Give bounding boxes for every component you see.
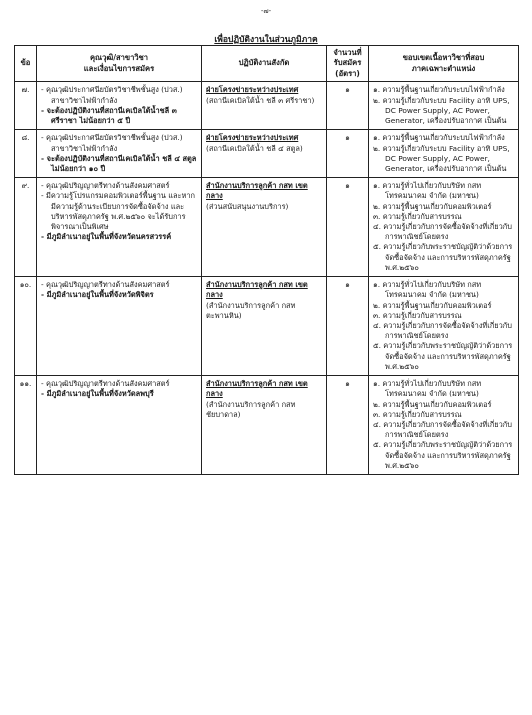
row-number: ๑๑. [15, 376, 37, 475]
exam-topic: ๑. ความรู้ทั่วไปเกี่ยวกับบริษัท กสท โทรคมนาคม จำกัด (มหาชน) [373, 181, 482, 201]
exam-topic: ๔. ความรู้เกี่ยวกับการจัดซื้อจัดจ้างที่เกี่ยวกับการพาณิชย์โดยตรง [373, 321, 512, 341]
unit-location: (สถานีเคเบิลใต้น้ำ ชลี ๔ สตูล) [206, 143, 303, 153]
row-number: ๘. [15, 130, 37, 178]
qualification-line: - คุณวุฒิปริญญาตรีทางด้านสังคมศาสตร์ [41, 280, 170, 290]
header-exam-scope-text: ขอบเขตเนื้อหาวิชาที่สอบ ภาคเฉพาะตำแหน่ง [402, 53, 485, 73]
position-count: ๑ [327, 130, 369, 178]
table-row [15, 277, 519, 376]
section-title: เพื่อปฏิบัติงานในส่วนภูมิภาค [214, 35, 318, 45]
table-header [15, 46, 519, 82]
table-row [15, 82, 519, 130]
qualification-line: - คุณวุฒิประกาศนียบัตรวิชาชีพชั้นสูง (ปวส.) สาขาวิชาไฟฟ้ากำลัง [41, 133, 183, 153]
qualification-line: - คุณวุฒิปริญญาตรีทางด้านสังคมศาสตร์ [41, 181, 170, 191]
unit-name: สำนักงานบริการลูกค้า กสท เขตกลาง [206, 280, 308, 300]
unit-name: ฝ่ายโครงข่ายระหว่างประเทศ [206, 85, 299, 95]
qualification-cell [37, 376, 202, 475]
unit-name: สำนักงานบริการลูกค้า กสท เขตกลาง [206, 379, 308, 399]
exam-topic: ๕. ความรู้เกี่ยวกับพระราชบัญญัติว่าด้วยการจัดซื้อจัดจ้าง และการบริหารพัสดุภาครัฐ พ.ศ.๒๕๖๐ [373, 341, 513, 371]
unit-location: (ส่วนสนับสนุนงานบริการ) [206, 201, 289, 211]
qualification-cell [37, 130, 202, 178]
header-row [15, 46, 519, 82]
condition-line: - จะต้องปฏิบัติงานที่สถานีเคเบิลใต้น้ำ ชลี ๔ สตูล ไม่น้อยกว่า ๑๐ ปี [41, 153, 197, 173]
qualification-line: - คุณวุฒิประกาศนียบัตรวิชาชีพชั้นสูง (ปวส.) สาขาวิชาไฟฟ้ากำลัง [41, 85, 183, 105]
exam-topic: ๑. ความรู้พื้นฐานเกี่ยวกับระบบไฟฟ้ากำลัง [373, 133, 505, 143]
exam-topic: ๒. ความรู้พื้นฐานเกี่ยวกับคอมพิวเตอร์ [373, 399, 492, 409]
unit-cell [202, 130, 327, 178]
exam-topic: ๓. ความรู้เกี่ยวกับสารบรรณ [373, 409, 462, 419]
table-row [15, 130, 519, 178]
exam-scope-cell [369, 376, 519, 475]
unit-location: (สถานีเคเบิลใต้น้ำ ชลี ๓ ศรีราชา) [206, 95, 315, 105]
unit-name: ฝ่ายโครงข่ายระหว่างประเทศ [206, 133, 299, 143]
exam-topic: ๔. ความรู้เกี่ยวกับการจัดซื้อจัดจ้างที่เกี่ยวกับการพาณิชย์โดยตรง [373, 419, 512, 440]
qualification-cell [37, 82, 202, 130]
exam-topic: ๒. ความรู้พื้นฐานเกี่ยวกับคอมพิวเตอร์ [373, 201, 492, 211]
header-count-text: จำนวนที่ รับสมัคร (อัตรา) [333, 48, 362, 78]
exam-scope-cell [369, 277, 519, 376]
exam-topic: ๔. ความรู้เกี่ยวกับการจัดซื้อจัดจ้างที่เกี่ยวกับการพาณิชย์โดยตรง [373, 222, 512, 242]
header-qualification-text: คุณวุฒิ/สาขาวิชา และเงื่อนไขการสมัคร [83, 53, 155, 73]
header-unit: ปฏิบัติงานสังกัด [202, 46, 327, 82]
qualification-line: - คุณวุฒิปริญญาตรีทางด้านสังคมศาสตร์ [41, 379, 170, 389]
qualification-cell [37, 277, 202, 376]
position-count: ๑ [327, 277, 369, 376]
unit-name: สำนักงานบริการลูกค้า กสท เขตกลาง [206, 181, 308, 201]
exam-topic: ๓. ความรู้เกี่ยวกับสารบรรณ [373, 310, 462, 320]
exam-topic: ๕. ความรู้เกี่ยวกับพระราชบัญญัติว่าด้วยการจัดซื้อจัดจ้าง และการบริหารพัสดุภาครัฐ พ.ศ.๒๕๖๐ [373, 242, 513, 272]
exam-topic: ๑. ความรู้พื้นฐานเกี่ยวกับระบบไฟฟ้ากำลัง [373, 85, 505, 95]
exam-topic: ๒. ความรู้เกี่ยวกับระบบ Facility อาทิ UPS, DC Power Supply, AC Power, Generator, เครื่องปรับอากาศ เป็นต้น [373, 143, 510, 173]
exam-topic: ๕. ความรู้เกี่ยวกับพระราชบัญญัติว่าด้วยการจัดซื้อจัดจ้าง และการบริหารพัสดุภาครัฐ พ.ศ.๒๕๖๐ [373, 440, 513, 470]
qualification-cell [37, 178, 202, 277]
exam-topic: ๒. ความรู้เกี่ยวกับระบบ Facility อาทิ UPS, DC Power Supply, AC Power, Generator, เครื่องปรับอากาศ เป็นต้น [373, 95, 510, 126]
row-number: ๑๐. [15, 277, 37, 376]
exam-scope-cell [369, 178, 519, 277]
position-count: ๑ [327, 178, 369, 277]
header-exam-scope [369, 46, 519, 82]
qualification-line: - มีความรู้โปรแกรมคอมพิวเตอร์พื้นฐาน และหากมีความรู้ด้านระเบียบการจัดซื้อจัดจ้าง และบริหารพัสดุภาครัฐ พ.ศ.๒๕๖๐ จะได้รับการพิจารณาเป็นพิเศษ [41, 191, 196, 232]
exam-scope-cell [369, 82, 519, 130]
unit-location: (สำนักงานบริการลูกค้า กสท ชัยบาดาล) [206, 399, 296, 419]
position-count: ๑ [327, 376, 369, 475]
table-body [15, 82, 519, 475]
unit-cell [202, 82, 327, 130]
condition-line: - มีภูมิลำเนาอยู่ในพื้นที่จังหวัดพิจิตร [41, 290, 154, 300]
unit-cell [202, 376, 327, 475]
row-number: ๗. [15, 82, 37, 130]
exam-topic: ๑. ความรู้ทั่วไปเกี่ยวกับบริษัท กสท โทรคมนาคม จำกัด (มหาชน) [373, 280, 482, 300]
exam-topic: ๒. ความรู้พื้นฐานเกี่ยวกับคอมพิวเตอร์ [373, 300, 492, 310]
condition-line: - มีภูมิลำเนาอยู่ในพื้นที่จังหวัดนครสวรรค์ [41, 232, 172, 242]
row-number: ๙. [15, 178, 37, 277]
header-no: ข้อ [15, 46, 37, 82]
position-count: ๑ [327, 82, 369, 130]
condition-line: - จะต้องปฏิบัติงานที่สถานีเคเบิลใต้น้ำชลี ๓ ศรีราชา ไม่น้อยกว่า ๕ ปี [41, 105, 177, 126]
header-qualification [37, 46, 202, 82]
header-count [327, 46, 369, 82]
exam-topic: ๓. ความรู้เกี่ยวกับสารบรรณ [373, 211, 462, 221]
recruitment-table [14, 45, 519, 475]
page-number: -๗- [260, 7, 272, 15]
table-row [15, 178, 519, 277]
exam-scope-cell [369, 130, 519, 178]
table-row [15, 376, 519, 475]
unit-cell [202, 178, 327, 277]
unit-cell [202, 277, 327, 376]
exam-topic: ๑. ความรู้ทั่วไปเกี่ยวกับบริษัท กสท โทรคมนาคม จำกัด (มหาชน) [373, 379, 482, 399]
condition-line: - มีภูมิลำเนาอยู่ในพื้นที่จังหวัดลพบุรี [41, 389, 154, 399]
unit-location: (สำนักงานบริการลูกค้า กสท ตะพานหิน) [206, 300, 296, 320]
